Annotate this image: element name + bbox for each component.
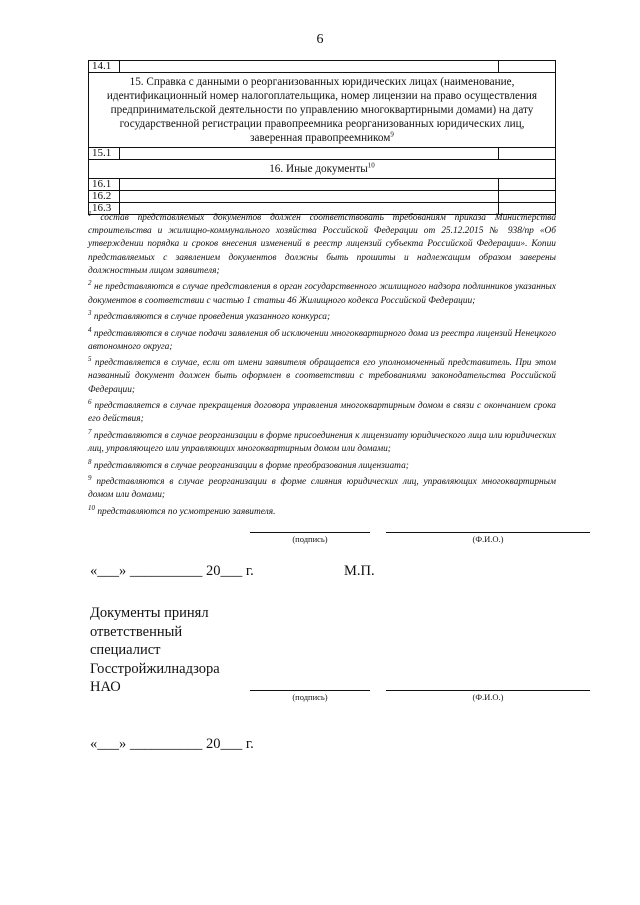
footnote: $^6$ представляется в случае прекращения договора управления многоквартирным домом в связи с окончанием срока его действия; [88, 398, 556, 425]
row-number: 16.1 [89, 179, 120, 191]
page-number: 6 [316, 32, 324, 47]
footnote: $^5$ представляется в случае, если от имени заявителя обращается его уполномоченный представитель. При этом названный документ должен быть оформлен в соответствии с требованиями законодательства Российской Федерации; [88, 355, 556, 395]
accepted-block: Документы принял ответственный специалист Госстройжилнадзора НАО [90, 605, 220, 695]
table-row [89, 148, 556, 160]
footnote: $^1$ состав представляемых документов должен соответствовать требованиям приказа Министерства строительства и жилищно-коммунального хозяйства Российской Федерации от 25.12.2015 № 938/пр «Об утверждении порядка и сроков внесения изменений в реестр лицензий субъекта Российской Федерации». Копии представляемых с заявлением документов должны быть прошиты и надлежащим образом заверены должностным лицом заявителя; [88, 209, 557, 276]
footnote: $^{10}$ представляются по усмотрению заявителя. [88, 503, 276, 517]
signature-label: (подпись) [292, 692, 328, 702]
name-label: (Ф.И.О.) [472, 534, 504, 544]
row-number: 14.1 [89, 61, 120, 73]
footnote: $^8$ представляются в случае реорганизации в форме преобразования лицензиата; [88, 457, 409, 471]
footnote: $^7$ представляются в случае реорганизации в форме присоединения к лицензиату юридического лица или юридических лиц, управляющего или управляющих многоквартирным домом или домами; [88, 427, 557, 455]
date-line: «___» __________ 20___ г. [90, 563, 254, 579]
table-row [89, 179, 556, 191]
row-number: 16.3 [89, 203, 120, 215]
documents-table [88, 60, 556, 215]
name-line [386, 690, 590, 691]
stamp-label: М.П. [344, 563, 375, 579]
footnotes [88, 209, 557, 522]
name-label: (Ф.И.О.) [472, 692, 504, 702]
section-header [89, 73, 556, 148]
footnote-ref: 9 [390, 130, 394, 139]
section-header [89, 160, 556, 179]
signature-line [250, 690, 370, 691]
table-row [89, 61, 556, 73]
footnote-ref: 10 [367, 161, 375, 170]
name-line [386, 532, 590, 533]
row-number: 16.2 [89, 191, 120, 203]
section-15-title: 15. Справка с данными о реорганизованных юридических лицах (наименование, идентификационный номер налогоплательщика, номер лицензии на право осуществления предпринимательской деятельности по управлению многоквартирными домами) на дату государственной регистрации правопреемника реорганизованных юридических лиц, заверенная правопреемником [106, 76, 538, 144]
signature-label: (подпись) [292, 534, 328, 544]
footnote: $^2$ не представляются в случае представления в орган государственного жилищного надзора подлинников указанных документов в соответствии с частью 1 статьи 46 Жилищного кодекса Российской Федерации; [88, 279, 557, 306]
table-row [89, 191, 556, 203]
date-line: «___» __________ 20___ г. [90, 736, 254, 752]
signature-line [250, 532, 370, 533]
section-16-title: 16. Иные документы [269, 163, 368, 175]
footnote: $^4$ представляются в случае подачи заявления об исключении многоквартирного дома из реестра лицензий Ненецкого автономного округа; [88, 325, 557, 352]
footnote: $^3$ представляются в случае проведения указанного конкурса; [88, 308, 331, 323]
row-number: 15.1 [89, 148, 120, 160]
footnote: $^9$ представляются в случае реорганизации в форме слияния юридических лиц, управляющих многоквартирным домом или домами; [88, 473, 557, 501]
